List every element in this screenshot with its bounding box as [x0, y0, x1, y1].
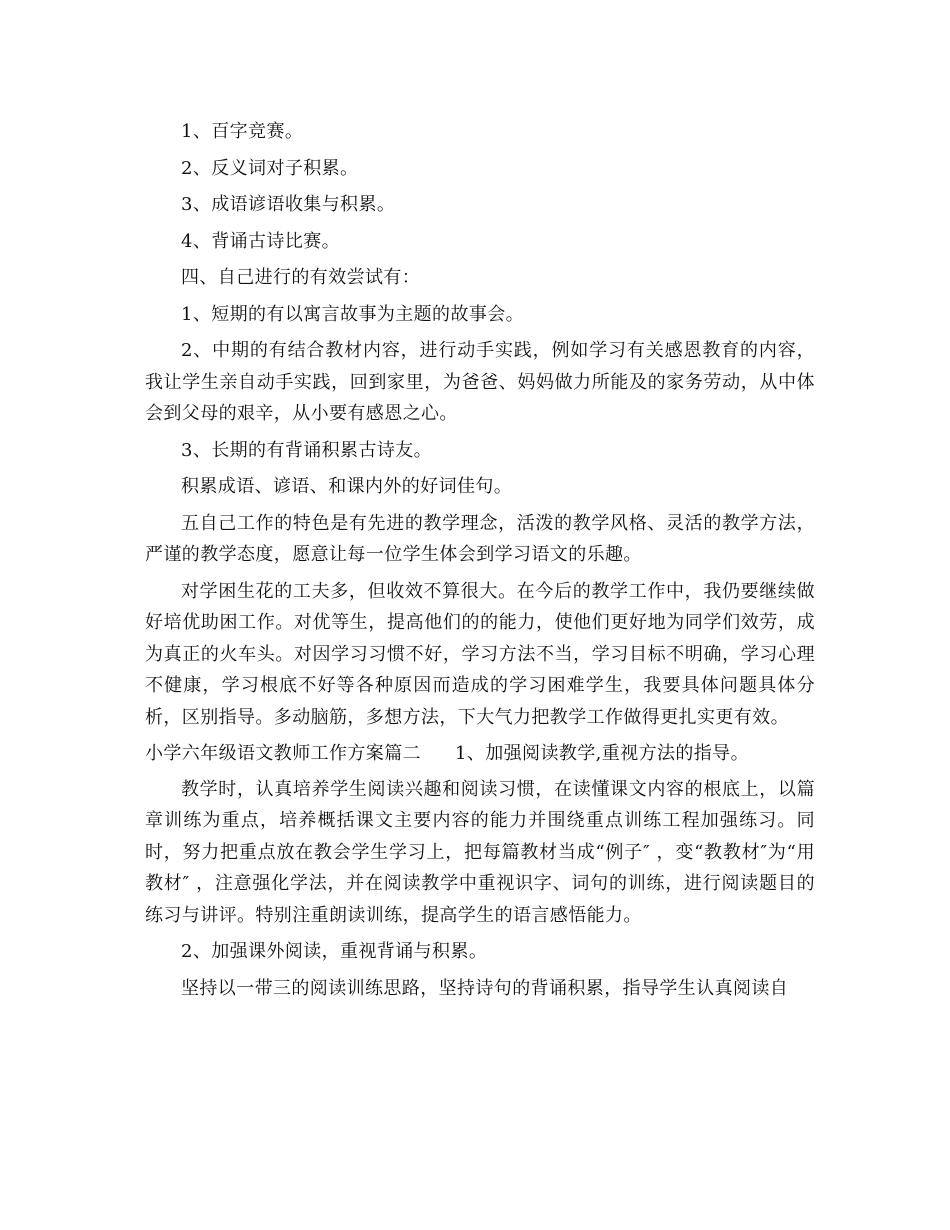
paragraph-struggling-students: 对学困生花的工夫多，但收效不算很大。在今后的教学工作中，我仍要继续做好培优助困工作。对优等生，提高他们的的能力，使他们更好地为同学们效劳，成为真正的火车头。对因学习习惯不好，学习方法不当，学习目标不明确，学习心理不健康，学习根底不好等各种原因而造成的学习困难学生，我要具体问题具体分析，区别指导。多动脑筋，多想方法，下大气力把教学工作做得更扎实更有效。: [145, 580, 815, 728]
section-first-point: 1、加强阅读教学,重视方法的指导。: [455, 743, 749, 764]
list-item-short-term: 1、短期的有以寓言故事为主题的故事会。: [181, 303, 525, 325]
list-item-mid-term: 2、中期的有结合教材内容，进行动手实践，例如学习有关感恩教育的内容，我让学生亲自动手实践，回到家里，为爸爸、妈妈做力所能及的家务劳动，从中体会到父母的艰辛，从小要有感恩之心。: [145, 340, 815, 424]
section-heading-attempts: 四、自己进行的有效尝试有：: [181, 267, 421, 288]
section-title: 小学六年级语文教师工作方案篇二: [145, 743, 421, 764]
paragraph-reading-training: 坚持以一带三的阅读训练思路，坚持诗句的背诵积累，指导学生认真阅读自: [181, 977, 789, 999]
list-item-competition: 1、百字竞赛。: [181, 121, 304, 142]
paragraph-reading-teaching: 教学时，认真培养学生阅读兴趣和阅读习惯，在读懂课文内容的根底上，以篇章训练为重点，培养概括课文主要内容的能力并围绕重点训练工程加强练习。同时，努力把重点放在教会学生学习上，把每篇教材当成“例子″ ，变“教教材″为“用教材″ ，注意强化学法，并在阅读教学中重视识字、词句的训练，进行阅读题目的练习与讲评。特别注重朗读训练，提高学生的语言感悟能力。: [145, 778, 815, 926]
list-item-idioms: 3、成语谚语收集与积累。: [181, 194, 396, 215]
section-heading-part-two: [145, 738, 815, 770]
paragraph-characteristics: 五自己工作的特色是有先进的教学理念，活泼的教学风格、灵活的教学方法，严谨的教学态度，愿意让每一位学生体会到学习语文的乐趣。: [145, 512, 815, 565]
paragraph-accumulation: 积累成语、谚语、和课内外的好词佳句。: [181, 476, 513, 497]
list-item-long-term: 3、长期的有背诵积累古诗友。: [181, 439, 433, 461]
list-item-antonyms: 2、反义词对子积累。: [181, 157, 359, 179]
document-body: [145, 116, 815, 1009]
list-item-extracurricular-reading: 2、加强课外阅读，重视背诵与积累。: [181, 941, 488, 962]
list-item-poetry-contest: 4、背诵古诗比赛。: [181, 230, 341, 252]
